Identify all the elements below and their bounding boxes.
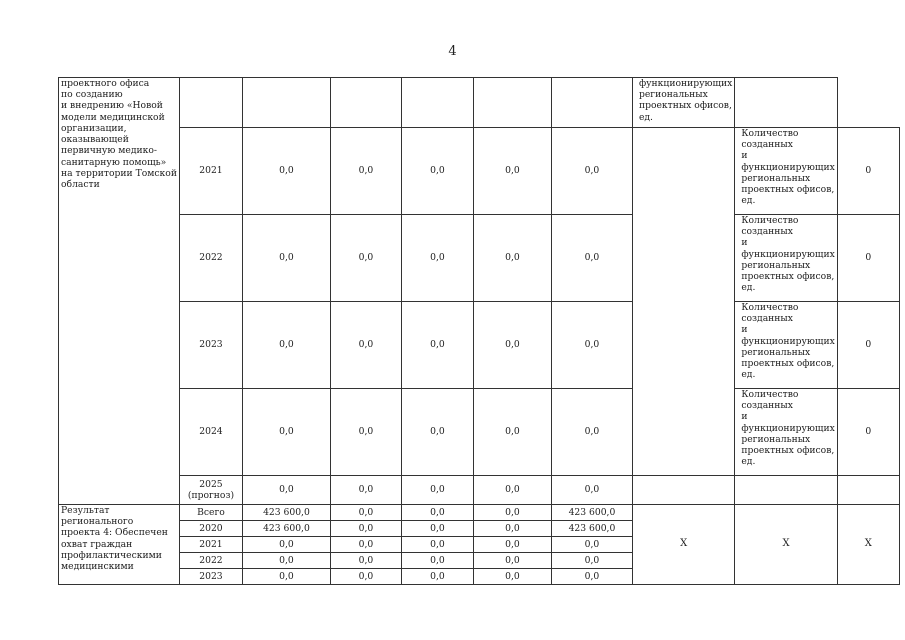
empty-cell xyxy=(473,78,551,128)
value-cell: 0,0 xyxy=(551,537,632,553)
empty-cell xyxy=(551,78,632,128)
table-row xyxy=(59,505,900,521)
cell-line: санитарную помощь» xyxy=(61,156,167,168)
table-row xyxy=(59,302,900,389)
value-cell: 0,0 xyxy=(242,215,330,302)
value-cell: 0,0 xyxy=(330,537,401,553)
cell-line: функционирующих xyxy=(741,248,835,260)
value-cell: 0,0 xyxy=(473,537,551,553)
value-cell: 0,0 xyxy=(401,389,473,476)
value-cell: 0,0 xyxy=(242,553,330,569)
x-mark-cell: Х xyxy=(837,505,899,585)
table-row xyxy=(59,476,900,505)
cell-line: Количество xyxy=(741,215,799,226)
x-mark-cell: Х xyxy=(735,505,837,585)
year-cell: 2021 xyxy=(179,128,242,215)
value-cell: 0,0 xyxy=(330,553,401,569)
cell-line: проектных офисов, xyxy=(741,271,835,283)
year-cell: 2024 xyxy=(179,389,242,476)
value-cell: 0,0 xyxy=(551,215,632,302)
x-mark-cell: Х xyxy=(632,505,734,585)
cell-line: оказывающей xyxy=(61,134,129,146)
cell-line: Результат xyxy=(61,505,110,516)
value-cell: 0,0 xyxy=(401,553,473,569)
value-cell: 0,0 xyxy=(242,476,330,505)
year-cell: 2022 xyxy=(179,215,242,302)
value-cell: 0,0 xyxy=(473,302,551,389)
cell-line: функционирующих xyxy=(741,335,835,347)
year-cell: 2022 xyxy=(179,553,242,569)
value-cell: 0,0 xyxy=(473,476,551,505)
year-cell: 2023 xyxy=(179,569,242,585)
value-cell: 423 600,0 xyxy=(242,505,330,521)
value-cell: 0,0 xyxy=(401,128,473,215)
target-cell: 0 xyxy=(837,215,899,302)
cell-line: проектных офисов, xyxy=(741,445,835,457)
page-number: 4 xyxy=(448,44,457,59)
value-cell: 0,0 xyxy=(401,537,473,553)
value-cell: 423 600,0 xyxy=(551,521,632,537)
value-cell: 0,0 xyxy=(473,128,551,215)
value-cell: 0,0 xyxy=(330,215,401,302)
table-row xyxy=(59,389,900,476)
cell-line: региональных xyxy=(638,89,708,101)
cell-line: и xyxy=(741,237,748,249)
value-cell: 0,0 xyxy=(401,476,473,505)
value-cell: 0,0 xyxy=(330,128,401,215)
table-row xyxy=(59,128,900,215)
cell-line: регионального xyxy=(61,516,134,528)
cell-line: Количество xyxy=(741,128,799,139)
cell-line: на территории Томской xyxy=(61,167,177,179)
cell-line: и xyxy=(741,411,748,423)
cell-line: по созданию xyxy=(61,89,123,101)
year-line: (прогноз) xyxy=(187,490,235,501)
value-cell: 423 600,0 xyxy=(551,505,632,521)
cell-line: ед. xyxy=(741,195,756,207)
cell-line: региональных xyxy=(741,259,811,271)
table-row xyxy=(59,215,900,302)
cell-line: функционирующих xyxy=(741,161,835,173)
cell-line: ед. xyxy=(638,111,653,123)
year-cell xyxy=(179,476,242,505)
cell-line: профилактическими xyxy=(61,549,162,561)
value-cell: 0,0 xyxy=(473,521,551,537)
value-cell: 0,0 xyxy=(401,569,473,585)
cell-line: охват граждан xyxy=(61,538,133,550)
empty-cell xyxy=(837,476,899,505)
value-cell: 0,0 xyxy=(330,476,401,505)
value-cell: 0,0 xyxy=(330,569,401,585)
cell-line: организации, xyxy=(61,122,127,134)
value-cell: 0,0 xyxy=(473,505,551,521)
empty-cell xyxy=(632,476,734,505)
value-cell: 0,0 xyxy=(242,389,330,476)
value-cell: 0,0 xyxy=(551,569,632,585)
cell-line: ед. xyxy=(741,456,756,468)
result-name-cell xyxy=(59,505,180,585)
value-cell: 0,0 xyxy=(242,569,330,585)
value-cell: 0,0 xyxy=(242,128,330,215)
cell-line: Количество xyxy=(741,302,799,313)
cell-line: модели медицинской xyxy=(61,111,165,123)
cell-line: созданных xyxy=(741,313,793,325)
value-cell: 0,0 xyxy=(330,389,401,476)
budget-table xyxy=(58,77,900,585)
value-cell: 0,0 xyxy=(551,476,632,505)
cell-line: созданных xyxy=(741,139,793,151)
cell-line: ед. xyxy=(741,282,756,294)
cell-line: проектного офиса xyxy=(61,78,150,89)
cell-line: области xyxy=(61,178,100,190)
target-cell: 0 xyxy=(837,302,899,389)
indicator-cell xyxy=(735,128,837,215)
value-cell: 0,0 xyxy=(473,215,551,302)
empty-cell xyxy=(242,78,330,128)
value-cell: 0,0 xyxy=(551,553,632,569)
cell-line: созданных xyxy=(741,400,793,412)
table-row xyxy=(59,78,900,128)
target-cell: 0 xyxy=(837,389,899,476)
value-cell: 0,0 xyxy=(401,302,473,389)
empty-cell xyxy=(330,78,401,128)
year-line: 2025 xyxy=(199,478,223,490)
value-cell: 423 600,0 xyxy=(242,521,330,537)
value-cell: 0,0 xyxy=(242,537,330,553)
value-cell: 0,0 xyxy=(473,389,551,476)
value-cell: 0,0 xyxy=(551,389,632,476)
value-cell: 0,0 xyxy=(401,521,473,537)
indicator-cell xyxy=(735,302,837,389)
cell-line: и xyxy=(741,324,748,336)
cell-line: первичную медико- xyxy=(61,145,158,157)
cell-line: и xyxy=(741,150,748,162)
cell-line: созданных xyxy=(741,226,793,238)
empty-cell xyxy=(735,476,837,505)
cell-line: проектных офисов, xyxy=(741,358,835,370)
year-cell: 2020 xyxy=(179,521,242,537)
value-cell: 0,0 xyxy=(330,302,401,389)
value-cell: 0,0 xyxy=(401,215,473,302)
value-cell: 0,0 xyxy=(330,521,401,537)
cell-line: региональных xyxy=(741,172,811,184)
project-office-name-cell xyxy=(59,78,180,505)
year-cell: 2021 xyxy=(179,537,242,553)
cell-line: проекта 4: Обеспечен xyxy=(61,527,168,539)
indicator-cell xyxy=(632,78,734,128)
cell-line: региональных xyxy=(741,433,811,445)
empty-cell xyxy=(179,78,242,128)
value-cell: 0,0 xyxy=(473,553,551,569)
cell-line: проектных офисов, xyxy=(638,100,732,112)
value-cell: 0,0 xyxy=(551,128,632,215)
value-cell: 0,0 xyxy=(551,302,632,389)
indicator-cell xyxy=(735,215,837,302)
target-cell: 0 xyxy=(837,128,899,215)
cell-line: функционирующих xyxy=(638,78,733,89)
empty-cell xyxy=(401,78,473,128)
empty-cell xyxy=(735,78,837,128)
cell-line: функционирующих xyxy=(741,422,835,434)
value-cell: 0,0 xyxy=(242,302,330,389)
cell-line: региональных xyxy=(741,346,811,358)
cell-line: медицинскими xyxy=(61,561,134,573)
cell-line: и внедрению «Новой xyxy=(61,100,163,112)
year-cell: 2023 xyxy=(179,302,242,389)
cell-line: проектных офисов, xyxy=(741,184,835,196)
cell-line: Количество xyxy=(741,389,799,400)
value-cell: 0,0 xyxy=(330,505,401,521)
value-cell: 0,0 xyxy=(473,569,551,585)
empty-cell xyxy=(632,128,734,476)
indicator-cell xyxy=(735,389,837,476)
year-cell: Всего xyxy=(179,505,242,521)
cell-line: ед. xyxy=(741,369,756,381)
value-cell: 0,0 xyxy=(401,505,473,521)
